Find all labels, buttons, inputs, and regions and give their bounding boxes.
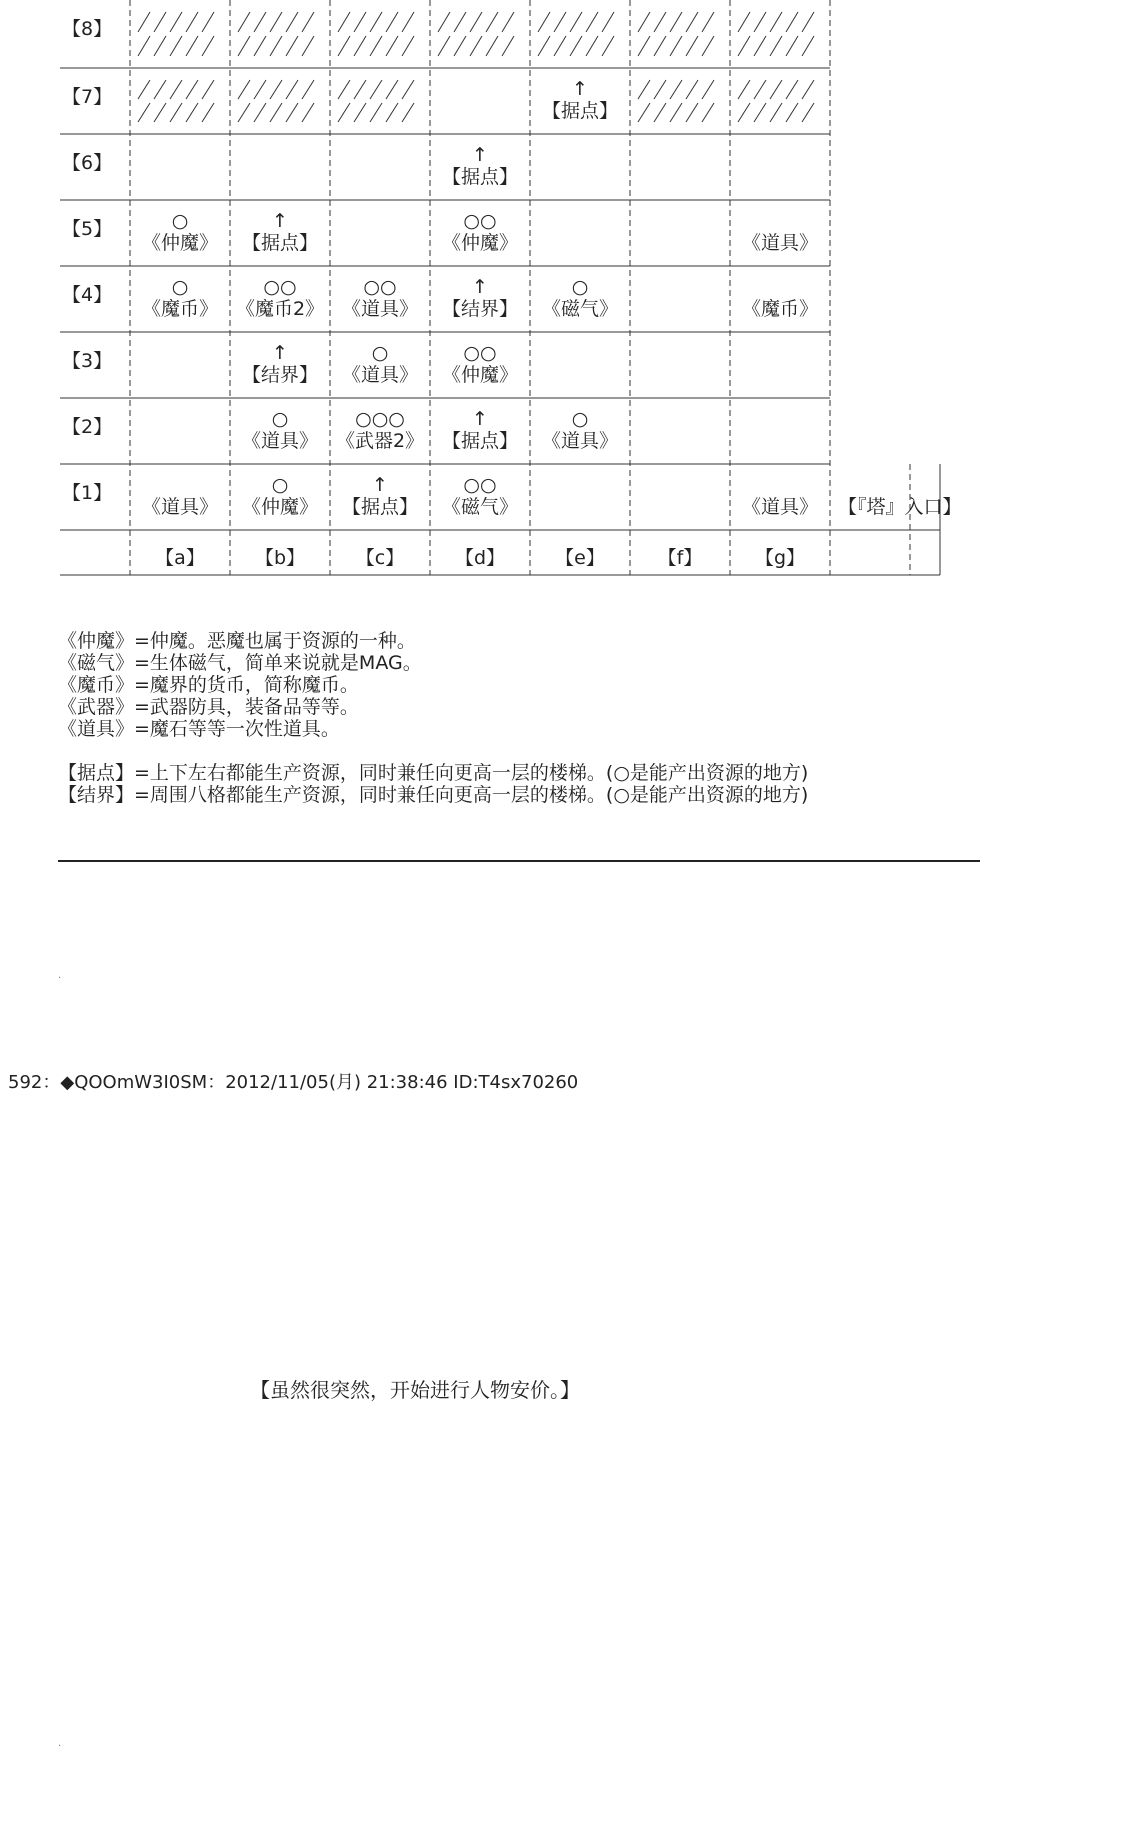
- hatch-stroke: [802, 12, 814, 32]
- hatch-stroke: [202, 36, 214, 56]
- hatch-stroke: [354, 36, 366, 56]
- hatch-stroke: [686, 80, 698, 99]
- dot-marker: .: [58, 970, 62, 981]
- cell-resource: 《武器2》: [335, 430, 425, 452]
- hatch-stroke: [354, 103, 366, 122]
- hatch-stroke: [670, 12, 682, 32]
- hatch-stroke: [702, 80, 714, 99]
- hatch-stroke: [786, 103, 798, 122]
- hatch-stroke: [686, 103, 698, 122]
- cell-resource: 《仲魔》: [441, 232, 518, 254]
- column-label: 【a】: [155, 547, 205, 569]
- hatch-stroke: [402, 36, 414, 56]
- hatch-stroke: [354, 80, 366, 99]
- hatch-stroke: [170, 103, 182, 122]
- hatch-stroke: [186, 12, 198, 32]
- hatch-stroke: [138, 80, 150, 99]
- hatch-stroke: [486, 12, 498, 32]
- map-cell-r4e: [530, 276, 630, 320]
- map-cell-r3b: [230, 342, 330, 386]
- column-label: 【e】: [555, 547, 605, 569]
- column-label: 【d】: [454, 547, 506, 569]
- cell-marker: ↑: [372, 474, 388, 496]
- hatch-stroke: [238, 103, 250, 122]
- row-label: 【8】: [62, 18, 113, 40]
- cell-marker: ↑: [272, 210, 288, 232]
- hatch-stroke: [286, 80, 298, 99]
- hatch-stroke: [302, 36, 314, 56]
- cell-resource: 【结界】: [241, 364, 318, 386]
- hatch-stroke: [338, 12, 350, 32]
- map-cell-r3d: [430, 342, 530, 386]
- legend-line-nakama: 《仲魔》=仲魔。恶魔也属于资源的一种。: [58, 630, 416, 652]
- cell-resource: 【『塔』入口】: [838, 496, 962, 518]
- cell-marker: [130, 474, 230, 496]
- legend-line-item: 《道具》=魔石等等一次性道具。: [58, 718, 340, 740]
- cell-marker: ○: [271, 408, 289, 430]
- map-cell-r1b: [230, 474, 330, 518]
- hatched-cell: [738, 80, 814, 122]
- map-cell-r5d: [430, 210, 530, 254]
- hatch-stroke: [502, 36, 514, 56]
- hatch-stroke: [302, 103, 314, 122]
- column-label: 【c】: [355, 547, 405, 569]
- hatch-stroke: [470, 12, 482, 32]
- hatch-stroke: [586, 12, 598, 32]
- hatched-cell: [238, 80, 314, 122]
- cell-marker: [730, 276, 830, 298]
- hatch-stroke: [770, 80, 782, 99]
- column-label: 【b】: [254, 547, 306, 569]
- hatch-stroke: [786, 36, 798, 56]
- cell-resource: 《道具》: [741, 232, 818, 254]
- hatch-stroke: [154, 12, 166, 32]
- cell-marker: ○○: [463, 210, 497, 232]
- cell-resource: 【据点】: [341, 496, 418, 518]
- hatch-stroke: [438, 36, 450, 56]
- row-label: 【3】: [62, 350, 113, 372]
- map-cell-r2b: [230, 408, 330, 452]
- cell-resource: 《道具》: [541, 430, 618, 452]
- cell-resource: 《道具》: [741, 496, 818, 518]
- hatch-stroke: [138, 36, 150, 56]
- hatched-cell: [638, 80, 714, 122]
- hatch-stroke: [202, 103, 214, 122]
- hatch-stroke: [186, 36, 198, 56]
- hatch-stroke: [754, 12, 766, 32]
- cell-resource: 《磁气》: [441, 496, 518, 518]
- hatch-stroke: [402, 12, 414, 32]
- hatched-cell: [138, 80, 214, 122]
- map-cell-r1h: [838, 474, 968, 518]
- hatch-stroke: [238, 80, 250, 99]
- hatched-cell: [238, 12, 314, 56]
- hatch-stroke: [186, 80, 198, 99]
- cell-resource: 《道具》: [341, 298, 418, 320]
- hatch-stroke: [370, 12, 382, 32]
- cell-marker: ○: [271, 474, 289, 496]
- hatch-stroke: [786, 80, 798, 99]
- hatch-stroke: [638, 36, 650, 56]
- hatch-stroke: [238, 36, 250, 56]
- cell-resource: 【据点】: [541, 100, 618, 122]
- hatched-cell: [338, 80, 414, 122]
- cell-resource: 《仲魔》: [441, 364, 518, 386]
- hatch-stroke: [170, 36, 182, 56]
- hatch-stroke: [538, 36, 550, 56]
- cell-marker: ○○○: [355, 408, 405, 430]
- legend-line-weapon: 《武器》=武器防具，装备品等等。: [58, 696, 359, 718]
- hatch-stroke: [738, 36, 750, 56]
- hatch-stroke: [270, 103, 282, 122]
- hatch-stroke: [338, 103, 350, 122]
- cell-resource: 《仲魔》: [141, 232, 218, 254]
- cell-marker: ○○: [363, 276, 397, 298]
- cell-marker: ↑: [472, 276, 488, 298]
- hatch-stroke: [770, 12, 782, 32]
- separator-line: [58, 860, 980, 862]
- cell-resource: 《魔币2》: [235, 298, 325, 320]
- map-cell-r1d: [430, 474, 530, 518]
- row-label: 【1】: [62, 482, 113, 504]
- cell-marker: ↑: [572, 78, 588, 100]
- cell-resource: 【据点】: [441, 430, 518, 452]
- row-label: 【7】: [62, 86, 113, 108]
- hatch-stroke: [202, 12, 214, 32]
- hatch-stroke: [438, 12, 450, 32]
- hatch-stroke: [470, 36, 482, 56]
- row-label: 【5】: [62, 218, 113, 240]
- hatch-stroke: [402, 103, 414, 122]
- hatch-stroke: [370, 80, 382, 99]
- hatched-cell: [338, 12, 414, 56]
- cell-marker: [730, 210, 830, 232]
- hatch-stroke: [654, 12, 666, 32]
- hatch-stroke: [670, 103, 682, 122]
- hatch-stroke: [354, 12, 366, 32]
- hatch-stroke: [386, 80, 398, 99]
- hatch-stroke: [602, 12, 614, 32]
- cell-marker: ○: [171, 276, 189, 298]
- hatch-stroke: [286, 12, 298, 32]
- hatch-stroke: [170, 80, 182, 99]
- cell-marker: ○: [371, 342, 389, 364]
- legend-line-macca: 《魔币》=魔界的货币，简称魔币。: [58, 674, 359, 696]
- cell-resource: 《道具》: [141, 496, 218, 518]
- hatch-stroke: [670, 36, 682, 56]
- hatch-stroke: [186, 103, 198, 122]
- hatch-stroke: [638, 80, 650, 99]
- map-cell-r4d: [430, 276, 530, 320]
- cell-marker: ↑: [272, 342, 288, 364]
- hatch-stroke: [586, 36, 598, 56]
- hatch-stroke: [254, 80, 266, 99]
- map-cell-r7e: [530, 78, 630, 122]
- hatched-cell: [438, 12, 514, 56]
- hatch-stroke: [802, 36, 814, 56]
- legend-line-magnetite: 《磁气》=生体磁气，简单来说就是MAG。: [58, 652, 422, 674]
- map-cell-r6d: [430, 144, 530, 188]
- hatch-stroke: [638, 12, 650, 32]
- cell-marker: ↑: [472, 408, 488, 430]
- map-cell-r1g: [730, 474, 830, 518]
- hatch-stroke: [754, 80, 766, 99]
- cell-marker: ○: [571, 276, 589, 298]
- cell-marker: ○○: [463, 342, 497, 364]
- hatched-cell: [638, 12, 714, 56]
- cell-marker: ○: [171, 210, 189, 232]
- hatch-stroke: [502, 12, 514, 32]
- map-cell-r4g: [730, 276, 830, 320]
- hatch-stroke: [170, 12, 182, 32]
- cell-marker: [730, 474, 830, 496]
- hatch-stroke: [770, 36, 782, 56]
- map-cell-r4b: [230, 276, 330, 320]
- hatch-stroke: [254, 103, 266, 122]
- rule-barrier: 【结界】=周围八格都能生产资源，同时兼任向更高一层的楼梯。(○是能产出资源的地方): [58, 784, 809, 806]
- hatch-stroke: [638, 103, 650, 122]
- hatch-stroke: [286, 103, 298, 122]
- hatch-stroke: [554, 12, 566, 32]
- hatch-stroke: [338, 36, 350, 56]
- hatch-stroke: [370, 103, 382, 122]
- hatch-stroke: [802, 80, 814, 99]
- hatch-stroke: [154, 103, 166, 122]
- hatched-cell: [538, 12, 614, 56]
- row-label: 【4】: [62, 284, 113, 306]
- cell-marker: ○○: [463, 474, 497, 496]
- post-header: 592：◆QOOmW3I0SM：2012/11/05(月) 21:38:46 ID:T4sx70260: [8, 1072, 579, 1093]
- hatch-stroke: [702, 103, 714, 122]
- hatch-stroke: [670, 80, 682, 99]
- hatch-stroke: [538, 12, 550, 32]
- hatch-stroke: [202, 80, 214, 99]
- hatch-stroke: [738, 12, 750, 32]
- map-cell-r3c: [330, 342, 430, 386]
- cell-resource: 【据点】: [441, 166, 518, 188]
- hatch-stroke: [386, 36, 398, 56]
- hatch-stroke: [654, 103, 666, 122]
- hatched-cell: [138, 12, 214, 56]
- hatch-stroke: [138, 12, 150, 32]
- rule-base: 【据点】=上下左右都能生产资源，同时兼任向更高一层的楼梯。(○是能产出资源的地方): [58, 762, 809, 784]
- hatch-stroke: [270, 80, 282, 99]
- map-cell-r5b: [230, 210, 330, 254]
- hatch-stroke: [486, 36, 498, 56]
- hatch-stroke: [754, 36, 766, 56]
- hatch-stroke: [686, 36, 698, 56]
- hatch-stroke: [570, 12, 582, 32]
- hatch-stroke: [754, 103, 766, 122]
- hatch-stroke: [302, 80, 314, 99]
- hatch-stroke: [702, 36, 714, 56]
- narration-text: 【虽然很突然，开始进行人物安价。】: [250, 1378, 580, 1402]
- hatched-cell: [738, 12, 814, 56]
- hatch-stroke: [454, 12, 466, 32]
- map-cell-r2e: [530, 408, 630, 452]
- row-label: 【6】: [62, 152, 113, 174]
- row-label: 【2】: [62, 416, 113, 438]
- cell-resource: 《道具》: [341, 364, 418, 386]
- hatch-stroke: [454, 36, 466, 56]
- hatch-stroke: [286, 36, 298, 56]
- cell-resource: 《磁气》: [541, 298, 618, 320]
- map-cell-r2d: [430, 408, 530, 452]
- hatch-stroke: [138, 103, 150, 122]
- hatch-stroke: [386, 12, 398, 32]
- hatch-stroke: [370, 36, 382, 56]
- cell-resource: 【据点】: [241, 232, 318, 254]
- hatch-stroke: [270, 36, 282, 56]
- hatch-stroke: [654, 80, 666, 99]
- cell-marker: ↑: [472, 144, 488, 166]
- hatch-stroke: [786, 12, 798, 32]
- map-cell-r5a: [130, 210, 230, 254]
- cell-marker: [838, 474, 968, 496]
- map-cell-r2c: [330, 408, 430, 452]
- cell-resource: 【结界】: [441, 298, 518, 320]
- hatch-stroke: [554, 36, 566, 56]
- map-cell-r4c: [330, 276, 430, 320]
- hatch-stroke: [254, 36, 266, 56]
- hatch-stroke: [154, 80, 166, 99]
- hatch-stroke: [686, 12, 698, 32]
- hatch-stroke: [238, 12, 250, 32]
- map-cell-r5g: [730, 210, 830, 254]
- hatch-stroke: [338, 80, 350, 99]
- cell-resource: 《仲魔》: [241, 496, 318, 518]
- hatch-stroke: [386, 103, 398, 122]
- cell-resource: 《魔币》: [741, 298, 818, 320]
- hatch-stroke: [654, 36, 666, 56]
- hatch-stroke: [270, 12, 282, 32]
- hatch-stroke: [154, 36, 166, 56]
- dot-marker: .: [58, 1738, 62, 1749]
- hatch-stroke: [738, 80, 750, 99]
- hatch-stroke: [770, 103, 782, 122]
- map-cell-r1c: [330, 474, 430, 518]
- cell-resource: 《道具》: [241, 430, 318, 452]
- hatch-stroke: [802, 103, 814, 122]
- hatch-stroke: [302, 12, 314, 32]
- cell-resource: 《魔币》: [141, 298, 218, 320]
- column-label: 【f】: [657, 547, 703, 569]
- map-cell-r4a: [130, 276, 230, 320]
- hatch-stroke: [254, 12, 266, 32]
- hatch-stroke: [602, 36, 614, 56]
- cell-marker: ○: [571, 408, 589, 430]
- cell-marker: ○○: [263, 276, 297, 298]
- hatch-stroke: [402, 80, 414, 99]
- column-label: 【g】: [754, 547, 806, 569]
- map-cell-r1a: [130, 474, 230, 518]
- hatch-stroke: [702, 12, 714, 32]
- hatch-stroke: [570, 36, 582, 56]
- hatch-stroke: [738, 103, 750, 122]
